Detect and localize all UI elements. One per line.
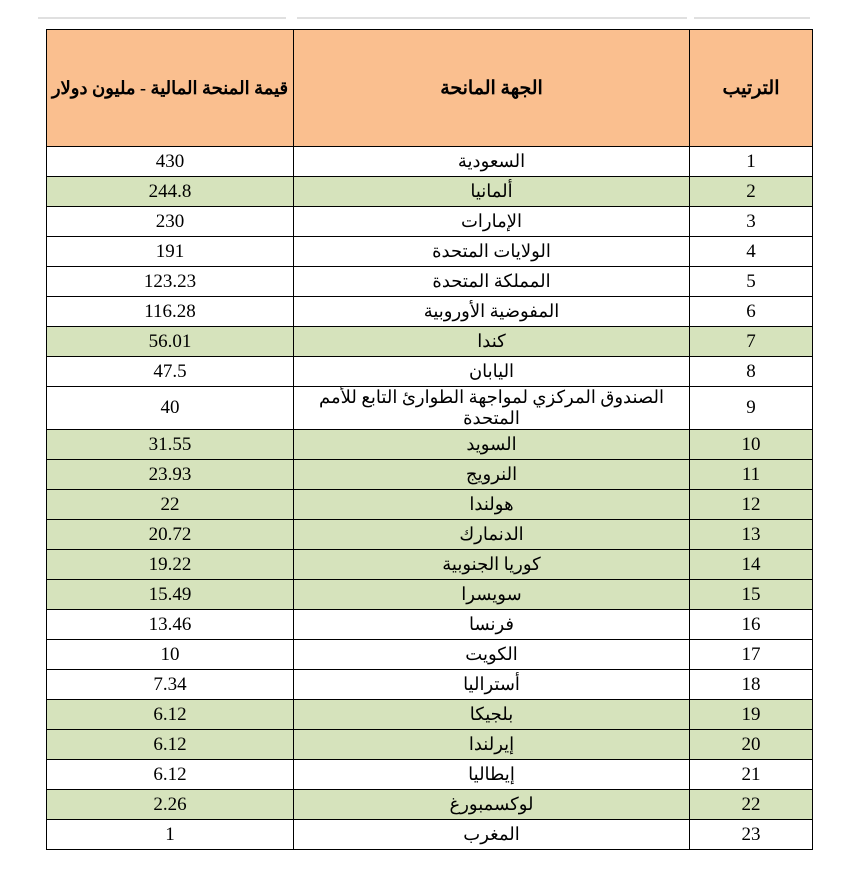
value-cell: 15.49 [47,580,294,610]
value-cell: 6.12 [47,760,294,790]
rank-cell: 9 [690,387,813,430]
value-cell: 10 [47,640,294,670]
donor-cell: إيرلندا [294,730,690,760]
rank-cell: 15 [690,580,813,610]
table-row [47,387,813,430]
value-cell: 430 [47,147,294,177]
rank-cell: 23 [690,820,813,850]
donor-cell: السويد [294,430,690,460]
table-header [47,30,813,147]
donor-cell: إيطاليا [294,760,690,790]
donor-cell: فرنسا [294,610,690,640]
rank-cell: 18 [690,670,813,700]
table-row [47,237,813,267]
rank-cell: 6 [690,297,813,327]
value-cell: 116.28 [47,297,294,327]
rank-cell: 8 [690,357,813,387]
header-row [47,30,813,147]
rank-cell: 17 [690,640,813,670]
donor-cell: بلجيكا [294,700,690,730]
value-cell: 22 [47,490,294,520]
value-column-header: قيمة المنحة المالية - مليون دولار [47,30,294,147]
table-row [47,700,813,730]
rank-cell: 14 [690,550,813,580]
donor-cell: الصندوق المركزي لمواجهة الطوارئ التابع للأمم المتحدة [294,387,690,430]
donor-cell: ألمانيا [294,177,690,207]
rank-cell: 10 [690,430,813,460]
table-row [47,207,813,237]
donors-table [46,29,813,850]
rank-cell: 7 [690,327,813,357]
table-body [47,147,813,850]
table-row [47,820,813,850]
table-row [47,460,813,490]
donor-cell: الدنمارك [294,520,690,550]
value-cell: 6.12 [47,700,294,730]
donor-cell: لوكسمبورغ [294,790,690,820]
rank-cell: 19 [690,700,813,730]
donor-cell: كوريا الجنوبية [294,550,690,580]
table-row [47,430,813,460]
rank-cell: 5 [690,267,813,297]
table-row [47,147,813,177]
value-cell: 40 [47,387,294,430]
rank-cell: 20 [690,730,813,760]
rank-cell: 2 [690,177,813,207]
table-row [47,670,813,700]
table-row [47,267,813,297]
table-row [47,640,813,670]
rank-cell: 3 [690,207,813,237]
rank-cell: 21 [690,760,813,790]
value-cell: 23.93 [47,460,294,490]
value-cell: 31.55 [47,430,294,460]
table-top-artifact-line [297,17,687,19]
donor-cell: سويسرا [294,580,690,610]
value-cell: 20.72 [47,520,294,550]
table-row [47,550,813,580]
table-row [47,177,813,207]
rank-cell: 11 [690,460,813,490]
value-cell: 230 [47,207,294,237]
table-top-artifact-line [38,17,286,19]
table-row [47,610,813,640]
donor-cell: كندا [294,327,690,357]
donors-table-wrapper [46,29,813,850]
table-row [47,790,813,820]
value-cell: 19.22 [47,550,294,580]
donor-cell: الإمارات [294,207,690,237]
table-row [47,520,813,550]
rank-cell: 1 [690,147,813,177]
donor-cell: المغرب [294,820,690,850]
table-row [47,580,813,610]
value-cell: 1 [47,820,294,850]
table-row [47,327,813,357]
table-row [47,760,813,790]
table-row [47,297,813,327]
donor-cell: الكويت [294,640,690,670]
donor-cell: السعودية [294,147,690,177]
donor-cell: النرويج [294,460,690,490]
rank-cell: 12 [690,490,813,520]
donor-cell: المفوضية الأوروبية [294,297,690,327]
donor-cell: المملكة المتحدة [294,267,690,297]
donor-cell: الولايات المتحدة [294,237,690,267]
value-cell: 6.12 [47,730,294,760]
rank-cell: 16 [690,610,813,640]
value-cell: 7.34 [47,670,294,700]
table-row [47,730,813,760]
rank-column-header: الترتيب [690,30,813,147]
donor-column-header: الجهة المانحة [294,30,690,147]
rank-cell: 22 [690,790,813,820]
value-cell: 56.01 [47,327,294,357]
table-top-artifact-line [694,17,810,19]
donor-cell: أستراليا [294,670,690,700]
value-cell: 13.46 [47,610,294,640]
value-cell: 47.5 [47,357,294,387]
rank-cell: 13 [690,520,813,550]
table-row [47,490,813,520]
value-cell: 123.23 [47,267,294,297]
donor-cell: اليابان [294,357,690,387]
value-cell: 244.8 [47,177,294,207]
rank-cell: 4 [690,237,813,267]
table-row [47,357,813,387]
value-cell: 191 [47,237,294,267]
donor-cell: هولندا [294,490,690,520]
value-cell: 2.26 [47,790,294,820]
